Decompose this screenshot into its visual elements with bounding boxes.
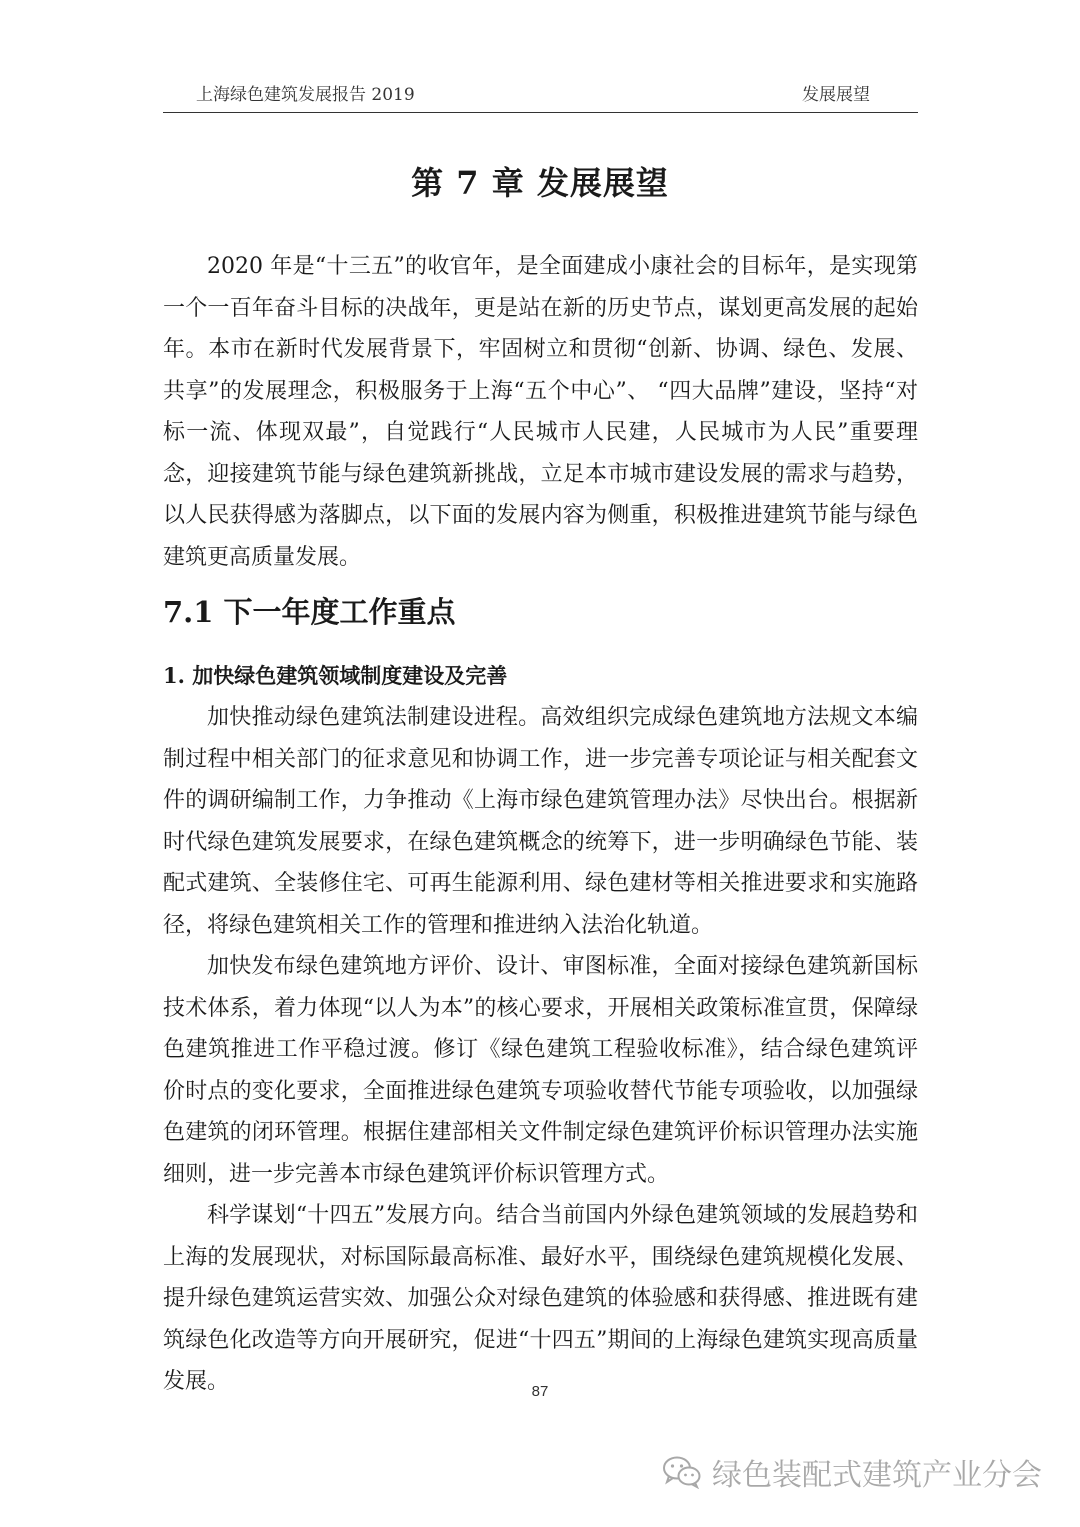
- watermark-text: 绿色装配式建筑产业分会: [712, 1458, 1042, 1493]
- watermark: [662, 1450, 1042, 1494]
- header-chapter-name: 发展展望: [802, 85, 870, 105]
- page-number: 87: [531, 1383, 549, 1400]
- header-report-title: 上海绿色建筑发展报告 2019: [196, 85, 415, 105]
- wechat-icon: [662, 1455, 702, 1489]
- body-paragraph: 加快发布绿色建筑地方评价、设计、审图标准，全面对接绿色建筑新国标技术体系，着力体现“以人为本”的核心要求，开展相关政策标准宣贯，保障绿色建筑推进工作平稳过渡。修订《绿色建筑工程验收标准》，结合绿色建筑评价时点的变化要求，全面推进绿色建筑专项验收替代节能专项验收，以加强绿色建筑的闭环管理。根据住建部相关文件制定绿色建筑评价标识管理办法实施细则，进一步完善本市绿色建筑评价标识管理方式。: [163, 954, 918, 1187]
- page-header: [163, 72, 918, 113]
- intro-text-block: [163, 246, 918, 578]
- body-paragraph: 科学谋划“十四五”发展方向。结合当前国内外绿色建筑领域的发展趋势和上海的发展现状，对标国际最高标准、最好水平，围绕绿色建筑规模化发展、提升绿色建筑运营实效、加强公众对绿色建筑的体验感和获得感、推进既有建筑绿色化改造等方向开展研究，促进“十四五”期间的上海绿色建筑实现高质量发展。: [163, 1203, 918, 1394]
- section-title: 7.1 下一年度工作重点: [163, 595, 456, 629]
- subsection-title: 1. 加快绿色建筑领域制度建设及完善: [163, 663, 508, 688]
- intro-paragraph: 2020 年是“十三五”的收官年，是全面建成小康社会的目标年，是实现第一个一百年奋斗目标的决战年，更是站在新的历史节点，谋划更高发展的起始年。本市在新时代发展背景下，牢固树立和贯彻“创新、协调、绿色、发展、共享”的发展理念，积极服务于上海“五个中心”、 “四大品牌”建设，坚持“对标一流、体现双最”，自觉践行“人民城市人民建，人民城市为人民”重要理念，迎接建筑节能与绿色建筑新挑战，立足本市城市建设发展的需求与趋势，以人民获得感为落脚点，以下面的发展内容为侧重，积极推进建筑节能与绿色建筑更高质量发展。: [163, 254, 918, 570]
- section-body: [163, 697, 918, 1403]
- body-paragraph: 加快推动绿色建筑法制建设进程。高效组织完成绿色建筑地方法规文本编制过程中相关部门的征求意见和协调工作，进一步完善专项论证与相关配套文件的调研编制工作，力争推动《上海市绿色建筑管理办法》尽快出台。根据新时代绿色建筑发展要求，在绿色建筑概念的统筹下，进一步明确绿色节能、装配式建筑、全装修住宅、可再生能源利用、绿色建材等相关推进要求和实施路径，将绿色建筑相关工作的管理和推进纳入法治化轨道。: [163, 705, 918, 938]
- chapter-title: 第 7 章 发展展望: [411, 164, 669, 202]
